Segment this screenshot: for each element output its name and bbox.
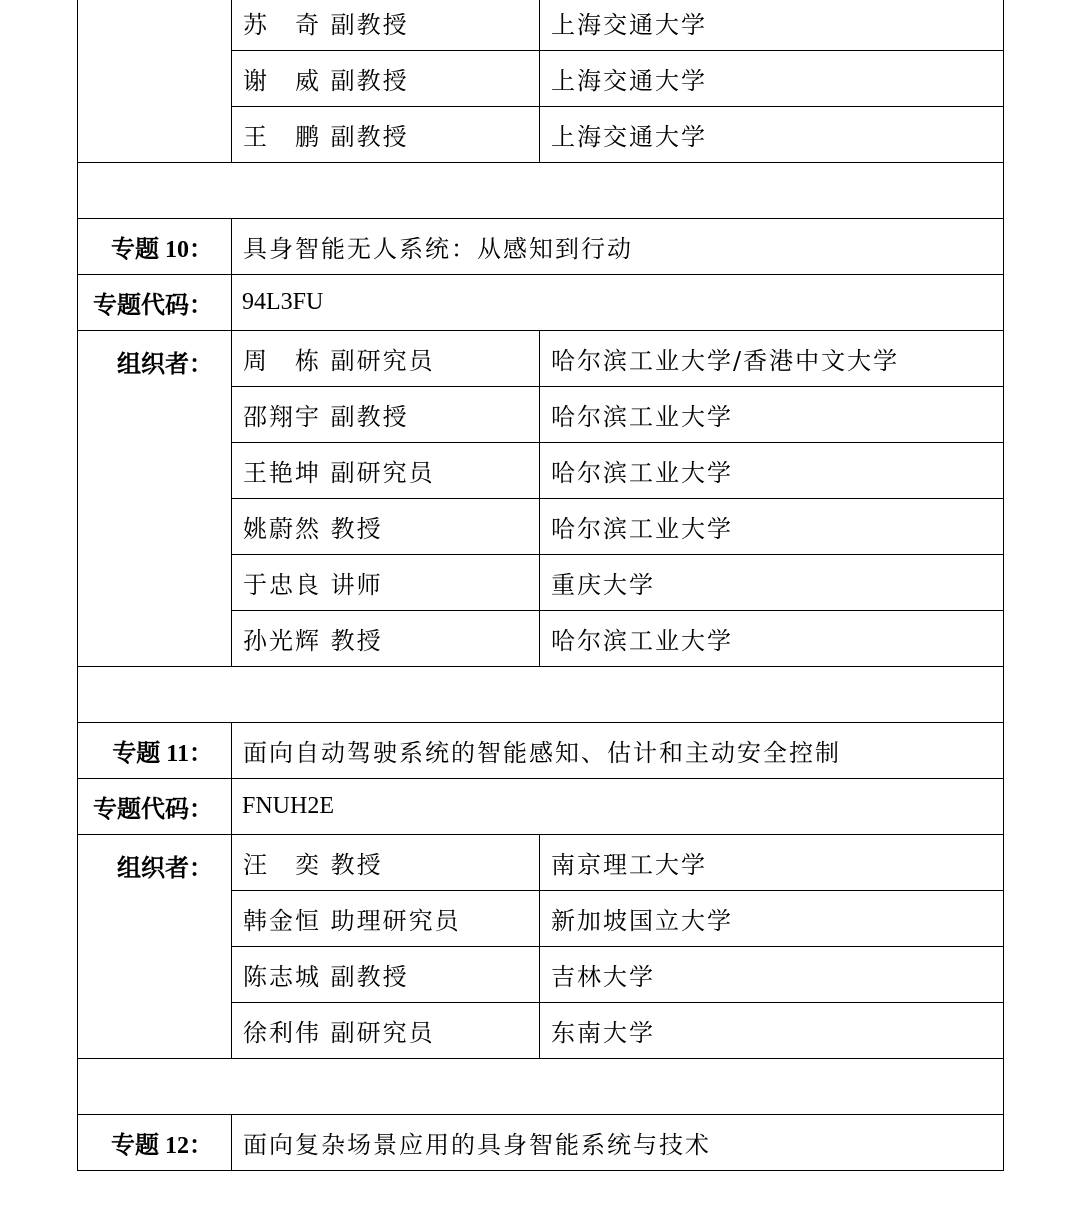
organizer-affiliation: 上海交通大学	[540, 51, 1004, 107]
organizer-name: 苏 奇	[243, 11, 321, 39]
organizer-name-title	[232, 107, 540, 163]
topic-title: 面向自动驾驶系统的智能感知、估计和主动安全控制	[232, 723, 1004, 779]
code-label: 专题代码：	[78, 779, 232, 835]
organizer-affiliation: 上海交通大学	[540, 0, 1004, 51]
organizer-name-title	[232, 443, 540, 499]
organizer-name: 姚蔚然	[243, 515, 321, 543]
table-row	[78, 835, 1004, 891]
organizer-title: 讲师	[330, 571, 383, 599]
label-cell-empty	[78, 0, 232, 163]
organizer-table	[77, 0, 1004, 1171]
topic-code-row	[78, 275, 1004, 331]
organizer-title: 副研究员	[330, 459, 435, 487]
organizer-name-title	[232, 387, 540, 443]
organizer-affiliation: 重庆大学	[540, 555, 1004, 611]
organizer-name: 孙光辉	[243, 627, 321, 655]
organizer-affiliation: 东南大学	[540, 1003, 1004, 1059]
organizer-name: 汪 奕	[243, 851, 321, 879]
spacer-row	[78, 1059, 1004, 1115]
organizer-name-title	[232, 947, 540, 1003]
topic-title-row	[78, 219, 1004, 275]
topic-code-row	[78, 779, 1004, 835]
spacer-row	[78, 667, 1004, 723]
topic-label: 专题 10：	[78, 219, 232, 275]
organizer-name-title	[232, 891, 540, 947]
organizer-title: 教授	[330, 627, 383, 655]
topic-title-row	[78, 1115, 1004, 1171]
organizer-affiliation: 吉林大学	[540, 947, 1004, 1003]
topic-label: 专题 11：	[78, 723, 232, 779]
topic-title: 面向复杂场景应用的具身智能系统与技术	[232, 1115, 1004, 1171]
blank-cell	[78, 163, 1004, 219]
organizer-name: 王艳坤	[243, 459, 321, 487]
organizer-title: 助理研究员	[330, 907, 461, 935]
organizer-affiliation: 哈尔滨工业大学	[540, 611, 1004, 667]
organizer-name: 谢 威	[243, 67, 321, 95]
organizer-name-title	[232, 331, 540, 387]
organizer-title: 教授	[330, 851, 383, 879]
organizer-title: 副教授	[330, 403, 409, 431]
topic-title-row	[78, 723, 1004, 779]
blank-cell	[78, 1059, 1004, 1115]
organizer-name-title	[232, 499, 540, 555]
organizer-title: 副研究员	[330, 1019, 435, 1047]
organizer-affiliation: 哈尔滨工业大学	[540, 443, 1004, 499]
organizer-affiliation: 哈尔滨工业大学/香港中文大学	[540, 331, 1004, 387]
topic-title: 具身智能无人系统：从感知到行动	[232, 219, 1004, 275]
organizer-affiliation: 哈尔滨工业大学	[540, 499, 1004, 555]
organizer-name: 邵翔宇	[243, 403, 321, 431]
organizer-name-title	[232, 611, 540, 667]
organizer-name: 王 鹏	[243, 123, 321, 151]
organizer-name-title	[232, 1003, 540, 1059]
organizer-name-title	[232, 51, 540, 107]
organizer-name-title	[232, 835, 540, 891]
organizer-name: 徐利伟	[243, 1019, 321, 1047]
organizer-affiliation: 新加坡国立大学	[540, 891, 1004, 947]
organizer-name: 陈志城	[243, 963, 321, 991]
spacer-row	[78, 163, 1004, 219]
table-row	[78, 0, 1004, 51]
organizer-name-title	[232, 0, 540, 51]
organizer-title: 副教授	[330, 963, 409, 991]
organizer-name: 于忠良	[243, 571, 321, 599]
organizers-label: 组织者：	[78, 835, 232, 1059]
organizer-name: 周 栋	[243, 347, 321, 375]
organizer-title: 教授	[330, 515, 383, 543]
organizer-name: 韩金恒	[243, 907, 321, 935]
organizers-label: 组织者：	[78, 331, 232, 667]
table-row	[78, 331, 1004, 387]
organizer-title: 副教授	[330, 11, 409, 39]
topic-label: 专题 12：	[78, 1115, 232, 1171]
topic-code: 94L3FU	[232, 275, 1004, 331]
organizer-affiliation: 南京理工大学	[540, 835, 1004, 891]
organizer-title: 副教授	[330, 123, 409, 151]
organizer-title: 副研究员	[330, 347, 435, 375]
organizer-affiliation: 上海交通大学	[540, 107, 1004, 163]
topic-code: FNUH2E	[232, 779, 1004, 835]
organizer-affiliation: 哈尔滨工业大学	[540, 387, 1004, 443]
code-label: 专题代码：	[78, 275, 232, 331]
organizer-name-title	[232, 555, 540, 611]
blank-cell	[78, 667, 1004, 723]
organizer-title: 副教授	[330, 67, 409, 95]
